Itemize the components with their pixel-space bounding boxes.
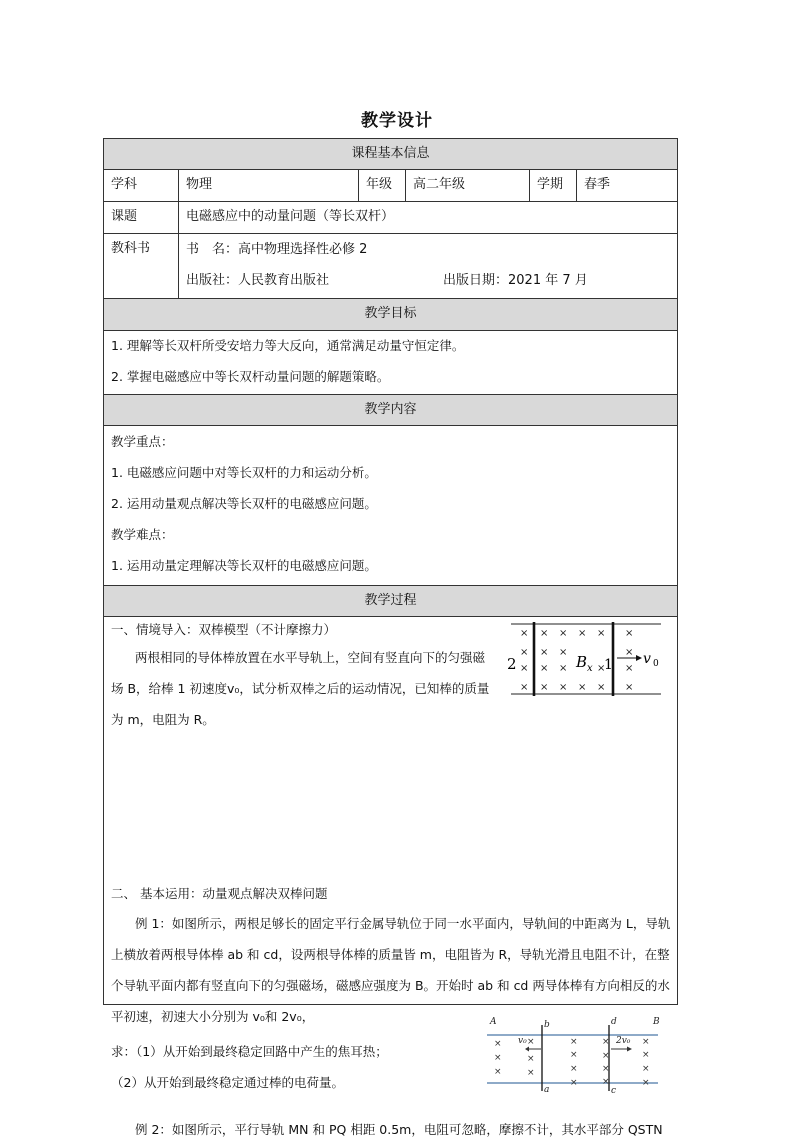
rod-2-label: 2 xyxy=(507,655,517,673)
grade-value: 高二年级 xyxy=(405,170,529,201)
label-c: c xyxy=(611,1086,617,1096)
svg-text:×: × xyxy=(625,628,634,639)
process-body xyxy=(104,617,677,1137)
svg-text:×: × xyxy=(494,1067,502,1077)
key-point-item: 1. 电磁感应问题中对等长双杆的力和运动分析。 xyxy=(111,465,377,480)
velocity-arrowhead xyxy=(636,655,642,661)
velocity-label: v xyxy=(643,651,651,667)
label-a: a xyxy=(544,1085,550,1095)
goal-item: 2. 掌握电磁感应中等长双杆动量问题的解题策略。 xyxy=(111,369,390,384)
content-header: 教学内容 xyxy=(104,394,677,426)
goals-body xyxy=(104,331,677,394)
label-b: b xyxy=(544,1020,550,1030)
svg-text:×: × xyxy=(642,1037,650,1047)
process-header: 教学过程 xyxy=(104,585,677,617)
svg-text:×: × xyxy=(578,682,587,693)
textbook-row xyxy=(104,234,677,299)
grade-label: 年级 xyxy=(358,170,405,201)
svg-text:×: × xyxy=(540,647,549,658)
svg-text:×: × xyxy=(540,663,549,674)
goals-header: 教学目标 xyxy=(104,299,677,331)
svg-text:×: × xyxy=(597,663,606,674)
label-d: d xyxy=(611,1017,617,1027)
v0-arrowhead xyxy=(525,1047,529,1052)
textbook-label: 教科书 xyxy=(111,241,151,256)
svg-text:×: × xyxy=(642,1078,650,1088)
publisher: 出版社：人民教育出版社 xyxy=(186,273,330,288)
2v0-arrowhead xyxy=(627,1047,632,1052)
info-row xyxy=(104,170,677,202)
publish-date: 出版日期：2021 年 7 月 xyxy=(443,273,588,288)
lesson-table xyxy=(103,138,678,1137)
svg-text:×: × xyxy=(494,1039,502,1049)
term-value: 春季 xyxy=(576,170,677,201)
svg-text:×: × xyxy=(570,1037,578,1047)
field-label: B xyxy=(576,653,588,671)
velocity-sub: 0 xyxy=(653,659,659,669)
page-title: 教学设计 xyxy=(361,111,433,131)
book-name: 书 名：高中物理选择性必修 2 xyxy=(186,242,368,257)
topic-row xyxy=(104,202,677,234)
svg-text:×: × xyxy=(642,1050,650,1060)
subject-value: 物理 xyxy=(178,170,358,201)
label-2v0: 2v₀ xyxy=(616,1036,631,1046)
term-label: 学期 xyxy=(529,170,576,201)
svg-text:×: × xyxy=(527,1054,535,1064)
rod-1-label: 1 xyxy=(604,657,613,673)
subject-label: 学科 xyxy=(111,177,138,192)
svg-text:×: × xyxy=(559,628,568,639)
label-A: A xyxy=(490,1017,497,1027)
svg-text:×: × xyxy=(494,1053,502,1063)
svg-text:×: × xyxy=(520,663,529,674)
svg-text:×: × xyxy=(559,663,568,674)
example1-paragraph: 例 1：如图所示，两根足够长的固定平行金属导轨位于同一水平面内，导轨间的中距离为 L，导轨上横放着两根导体棒 ab 和 cd，设两根导体棒的质量皆 m，电阻皆为 R，导轨光滑且电阻不计，在整个导轨平面内都有竖直向下的匀强磁场，磁感应强度为 B。开始时 ab 和 cd 两导体棒有方向相反的水平初速，初速大小分别为 v₀和 2v₀， xyxy=(111,916,671,1024)
key-points-label: 教学重点： xyxy=(111,434,174,449)
svg-text:×: × xyxy=(570,1078,578,1088)
topic-value: 电磁感应中的动量问题（等长双杆） xyxy=(178,202,677,233)
svg-text:×: × xyxy=(540,682,549,693)
content-body xyxy=(104,426,677,585)
svg-text:×: × xyxy=(602,1037,610,1047)
svg-text:×: × xyxy=(625,682,634,693)
svg-text:×: × xyxy=(625,663,634,674)
example1-question2: （2）从开始到最终稳定通过棒的电荷量。 xyxy=(111,1075,344,1090)
svg-text:×: × xyxy=(597,628,606,639)
svg-text:×: × xyxy=(578,628,587,639)
field-label-sub: x xyxy=(587,663,593,674)
svg-text:×: × xyxy=(559,647,568,658)
svg-text:×: × xyxy=(625,647,634,658)
label-B: B xyxy=(653,1017,660,1027)
svg-text:×: × xyxy=(527,1037,535,1047)
svg-text:×: × xyxy=(602,1051,610,1061)
svg-text:×: × xyxy=(602,1064,610,1074)
svg-text:×: × xyxy=(570,1064,578,1074)
svg-text:×: × xyxy=(540,628,549,639)
section1-title: 一、情境导入：双棒模型（不计摩擦力） xyxy=(111,622,337,637)
svg-text:×: × xyxy=(642,1064,650,1074)
svg-text:×: × xyxy=(520,682,529,693)
svg-text:×: × xyxy=(559,682,568,693)
two-rod-figure xyxy=(501,619,666,699)
basic-info-header: 课程基本信息 xyxy=(104,139,677,170)
svg-text:×: × xyxy=(570,1050,578,1060)
difficulty-label: 教学难点： xyxy=(111,527,174,542)
topic-label: 课题 xyxy=(111,209,138,224)
section1-paragraph: 两根相同的导体棒放置在水平导轨上，空间有竖直向下的匀强磁场 B，给棒 1 初速度v₀，试分析双棒之后的运动情况，已知棒的质量为 m，电阻为 R。 xyxy=(111,650,490,727)
svg-text:×: × xyxy=(520,647,529,658)
goal-item: 1. 理解等长双杆所受安培力等大反向，通常满足动量守恒定律。 xyxy=(111,338,465,353)
textbook-value xyxy=(178,234,677,298)
difficulty-item: 1. 运用动量定理解决等长双杆的电磁感应问题。 xyxy=(111,558,377,573)
example1-figure xyxy=(482,1013,667,1095)
label-v0: v₀ xyxy=(518,1036,527,1046)
example2-paragraph: 例 2：如图所示，平行导轨 MN 和 PQ 相距 0.5m，电阻可忽略，摩擦不计，其水平部分 QSTN xyxy=(135,1122,663,1137)
section2-title: 二、 基本运用：动量观点解决双棒问题 xyxy=(111,886,328,901)
svg-text:×: × xyxy=(597,682,606,693)
svg-text:×: × xyxy=(527,1068,535,1078)
svg-text:×: × xyxy=(520,628,529,639)
svg-text:×: × xyxy=(602,1077,610,1087)
example1-question1: 求：（1）从开始到最终稳定回路中产生的焦耳热； xyxy=(111,1044,388,1059)
key-point-item: 2. 运用动量观点解决等长双杆的电磁感应问题。 xyxy=(111,496,377,511)
